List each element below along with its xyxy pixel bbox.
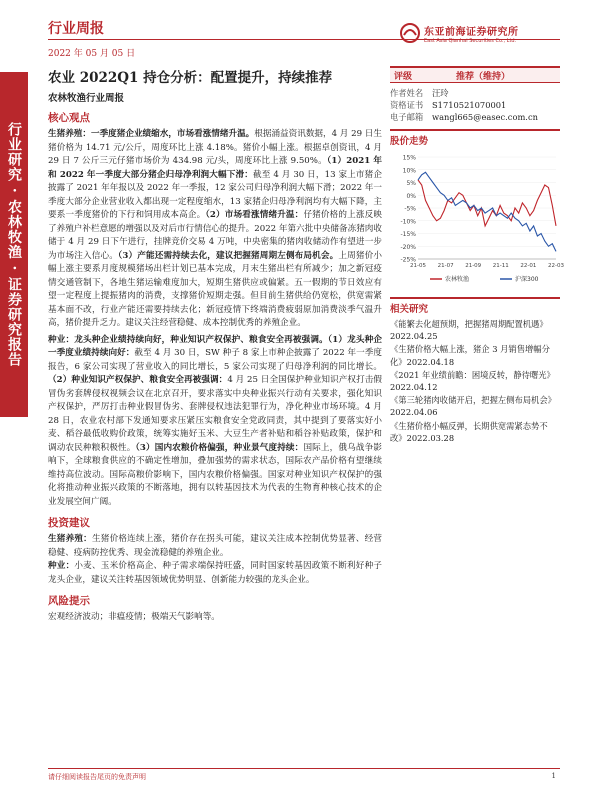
- main-content: [48, 66, 382, 625]
- seed-sub1-lead: （1）龙头种企一季度业绩持续向好：: [48, 334, 382, 358]
- logo-en: East Asia Qianhai Securities Co., Ltd.: [424, 37, 517, 44]
- y-tick-label: -5%: [404, 205, 416, 213]
- seed-sub3-text: 国际上，俄乌战争影响下，全球粮食供应的不确定性增加，叠加强势的需求状态，国际农产品价格有望继续维持高位波动。国际高粮价影响下，国内农粮价格偏强。国家对种业知识产权保护的强化将推动种业振兴政策的不断落地，拥有以转基因技术为代表的生物育种核心技术的企业发展空间广阔。: [48, 442, 382, 507]
- invest-hog-text: 生猪价格连续上涨，猪价存在拐头可能，建议关注成本控制优势显著、经营稳健、疫病防控优秀、现金流稳健的养殖企业。: [48, 534, 382, 558]
- risk-heading: 风险提示: [48, 595, 90, 607]
- invest-seed-text: 小麦、玉米价格高企、种子需求端保持旺盛，同时国家转基因政策不断利好种子龙头企业，建议关注转基因领域优势明显、创新能力较强的龙头企业。: [48, 561, 382, 585]
- y-tick-label: 15%: [402, 154, 416, 162]
- hog-sub2-lead: （2）市场看涨情绪升温：: [205, 210, 304, 220]
- report-date: 2022 年 05 月 05 日: [48, 49, 136, 59]
- analyst-row: [390, 87, 560, 99]
- invest-seed-lead: 种业：: [48, 561, 75, 571]
- legend-label: 沪深300: [515, 276, 539, 283]
- y-tick-label: -15%: [400, 231, 416, 238]
- hog-lead: 生猪养殖：一季度猪企业绩缩水，市场看涨情绪升温。: [48, 129, 255, 139]
- analyst-key: 电子邮箱: [390, 112, 424, 122]
- hog-sub1-lead: （1）2021 年和 2022 年一季度大部分猪企归母净利润大幅下滑：: [48, 156, 383, 180]
- y-tick-label: -10%: [400, 218, 416, 226]
- stock-chart-svg: [390, 151, 564, 291]
- x-tick-label: 21-11: [492, 263, 509, 269]
- hog-sub2-text: 仔猪价格的上涨反映了养殖户补栏意愿的增强以及对后市行情信心的提升。2022 年第六批中央储备冻猪肉收储于 4 月 29 日下午进行，挂牌竞价交易 4 万吨，中央密集的猪肉收储动作有望进一步为市场注入信心。: [48, 210, 382, 261]
- analyst-info: [390, 87, 560, 123]
- seed-sub3-lead: （3）国内农粮价格偏强，种业景气度持续：: [135, 442, 304, 453]
- logo-cn: 东亚前海证券研究所: [424, 26, 519, 38]
- footer-rule: [48, 768, 560, 769]
- report-type: 行业周报: [48, 21, 104, 37]
- risk-text: 宏观经济波动；非瘟疫情；极端天气影响等。: [48, 612, 220, 622]
- invest-heading: 投资建议: [48, 517, 90, 529]
- hog-sub1-text: 截至 4 月 30 日，13 家上市猪企披露了 2021 年年报以及 2022 年一季报，12 家公司归母净利润大幅下滑；2022 年一季度大部分企业营业收入都出现一定程度缩水，13 家猪企归母净利润均有大幅下降，主要系一季度猪价的下行和饲用成本高企。: [48, 169, 383, 220]
- paragraph-seed: [48, 334, 382, 510]
- related-item[interactable]: 《能繁去化超预期，把握猪周期配置机遇》2022.04.25: [390, 319, 548, 342]
- x-tick-label: 21-07: [437, 263, 454, 269]
- analyst-value: 汪玲: [432, 88, 449, 98]
- invest-hog-lead: 生猪养殖：: [48, 534, 92, 544]
- hog-text: 根据涌益资讯数据，4 月 29 日生猪价格为 14.71 元/公斤，周度环比上涨 4.18%。猪价小幅上涨。根据卓创资讯，4 月 29 日 7 公斤三元仔猪市场价为 434.98 元/头，周度环比上涨 9.50%。: [48, 129, 382, 166]
- invest-seed: [48, 560, 382, 587]
- series-line-0: [418, 180, 556, 226]
- analyst-value: S1710521070001: [432, 100, 507, 110]
- related-item[interactable]: 《生猪价格大幅上涨，猪企 3 月销售增幅分化》2022.04.18: [390, 344, 550, 367]
- paragraph-hog: [48, 128, 382, 331]
- y-tick-label: 5%: [406, 180, 416, 187]
- x-tick-label: 22-03: [548, 263, 564, 269]
- related-item[interactable]: 《第三轮猪肉收储开启，把握左侧布局机会》2022.04.06: [390, 395, 556, 418]
- hog-sub3-lead: （3）产能还需持续去化，建议把握猪周期左侧布局机会。: [117, 250, 339, 261]
- x-tick-label: 22-01: [520, 263, 537, 269]
- analyst-key: 资格证书: [390, 100, 424, 110]
- analyst-row: [390, 111, 560, 123]
- logo-mark-icon: [400, 23, 420, 43]
- page-title: 农业 2022Q1 持仓分析：配置提升，持续推荐: [48, 70, 333, 86]
- y-tick-label: 0%: [406, 192, 416, 200]
- stock-chart: [390, 151, 564, 291]
- company-logo: [400, 22, 570, 44]
- core-view-heading: 核心观点: [48, 112, 90, 124]
- hog-sub3-text: 上周猪价小幅上涨主要系月度规模猪场出栏计划已基本完成，月末生猪出栏有所减少；加之新冠疫情交通管制下，各地生猪运输难度加大，短期生猪供应或偏紧。五一假期的节日效应有望一定程度上提振猪肉的消费，支撑猪价短期走强。但目前生猪供给仍宽松，供宽需紧基本面不改，行业产能还需要持续去化；新冠疫情下终端消费疲弱原加消费淡季气温升高，猪价提升乏力。建议关注经营稳健、成本控制优秀的养殖企业。: [48, 250, 382, 328]
- related-item[interactable]: 《生猪价格小幅反弹，长期供宽需紧态势不改》2022.03.28: [390, 420, 548, 443]
- x-tick-label: 21-09: [465, 263, 482, 269]
- analyst-email[interactable]: wangl665@easec.com.cn: [432, 112, 538, 122]
- x-tick-label: 21-05: [410, 263, 426, 269]
- seed-sub2-text: 4 月 25 日全国保护种业知识产权打击假冒伪劣套牌侵权视频会议在北京召开，要求落实中央种业振兴行动有关要求，强化知识产权保护，严厉打击种业假冒伪劣、套牌侵权违法犯罪行为，净化种业市场环境。4 月 28 日，农业农村部下发通知要求压紧压实粮食安全党政同责，其中提到了要落实好小麦、稻谷最低收购价政策，统筹实施好玉米、大豆生产者补贴和稻谷补贴政策，保护和调动农民种粮积极性。: [48, 375, 382, 453]
- invest-hog: [48, 533, 382, 560]
- y-tick-label: -20%: [400, 243, 416, 251]
- seed-sub1-text: 截至 4 月 30 日，SW 种子 8 家上市种企披露了 2022 年一季度报告，6 家公司实现了营业收入的同比增长，5 家公司实现了归母净利润的同比增长。: [48, 348, 382, 372]
- series-line-1: [418, 172, 556, 251]
- y-tick-label: 10%: [402, 167, 416, 175]
- page-number: 1: [551, 772, 556, 780]
- legend-label: 农林牧渔: [445, 276, 470, 283]
- related-list: [390, 318, 560, 444]
- footer-disclaimer: 请仔细阅读报告尾页的免责声明: [48, 773, 146, 781]
- rating-box: [390, 66, 560, 83]
- rating-label: 评级: [394, 71, 413, 82]
- category-band: 行业研究 · 农林牧渔 · 证券研究报告: [0, 72, 28, 417]
- related-item[interactable]: 《2021 年业绩前瞻：困境反转，静待曙光》2022.04.12: [390, 369, 555, 393]
- analyst-row: [390, 99, 560, 111]
- sidebar: [390, 66, 564, 445]
- rating-value: 推荐（维持）: [456, 71, 511, 82]
- related-heading: 相关研究: [390, 297, 560, 315]
- stock-heading: 股价走势: [390, 129, 560, 147]
- y-tick-label: -25%: [400, 256, 416, 264]
- page-subtitle: 农林牧渔行业周报: [48, 93, 125, 104]
- seed-lead: 种业：龙头种企业绩持续向好，种业知识产权保护、粮食安全再被强调。: [48, 334, 328, 345]
- analyst-key: 作者姓名: [390, 88, 424, 98]
- seed-sub2-lead: （2）种业知识产权保护、粮食安全再被强调：: [48, 375, 228, 385]
